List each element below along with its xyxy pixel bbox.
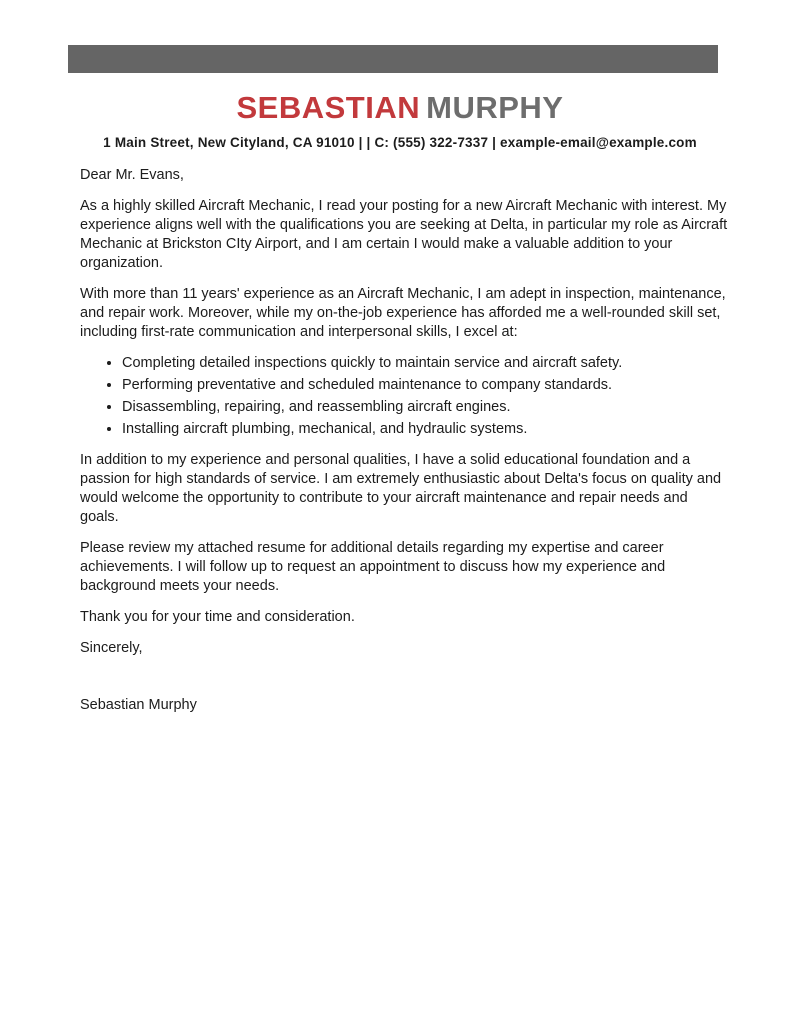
- candidate-name: [0, 89, 800, 127]
- signature-name: Sebastian Murphy: [80, 697, 197, 713]
- closing: Sincerely,: [80, 640, 143, 656]
- candidate-first-name: SEBASTIAN: [236, 90, 421, 125]
- letter-header: [0, 0, 800, 152]
- paragraph-thanks: Thank you for your time and consideration.: [80, 609, 355, 625]
- skills-item-systems: • Installing aircraft plumbing, mechanical, and hydraulic systems.: [122, 420, 730, 439]
- header-accent-bar: [68, 45, 718, 73]
- letter-body: [80, 166, 730, 715]
- paragraph-intro: As a highly skilled Aircraft Mechanic, I read your posting for a new Aircraft Mechanic with interest. My experience aligns well with the qualifications you are seeking at Delta, in particular my role as Aircraft Mechanic at Brickston CIty Airport, and I am certain I would make a valuable addition to your organization.: [80, 198, 728, 271]
- paragraph-resume-followup: Please review my attached resume for additional details regarding my expertise and career achievements. I will follow up to request an appointment to discuss how my experience and background meets your needs.: [80, 540, 666, 594]
- contact-line: 1 Main Street, New Cityland, CA 91010 | | C: (555) 322-7337 | example-email@example.com: [103, 135, 697, 150]
- skills-item-engines: • Disassembling, repairing, and reassembling aircraft engines.: [122, 398, 730, 417]
- skills-item-inspections: • Completing detailed inspections quickly to maintain service and aircraft safety.: [122, 354, 730, 373]
- candidate-last-name: MURPHY: [426, 90, 564, 125]
- paragraph-education: In addition to my experience and personal qualities, I have a solid educational foundation and a passion for high standards of service. I am extremely enthusiastic about Delta's focus on quality and would welcome the opportunity to contribute to your aircraft maintenance and repair needs and goals.: [80, 452, 722, 525]
- paragraph-experience: With more than 11 years' experience as an Aircraft Mechanic, I am adept in inspection, maintenance, and repair work. Moreover, while my on-the-job experience has afforded me a well-rounded skill set, including first-rate communication and interpersonal skills, I excel at:: [80, 286, 726, 340]
- salutation: Dear Mr. Evans,: [80, 167, 184, 183]
- skills-list: [80, 354, 730, 439]
- skills-item-maintenance: • Performing preventative and scheduled maintenance to company standards.: [122, 376, 730, 395]
